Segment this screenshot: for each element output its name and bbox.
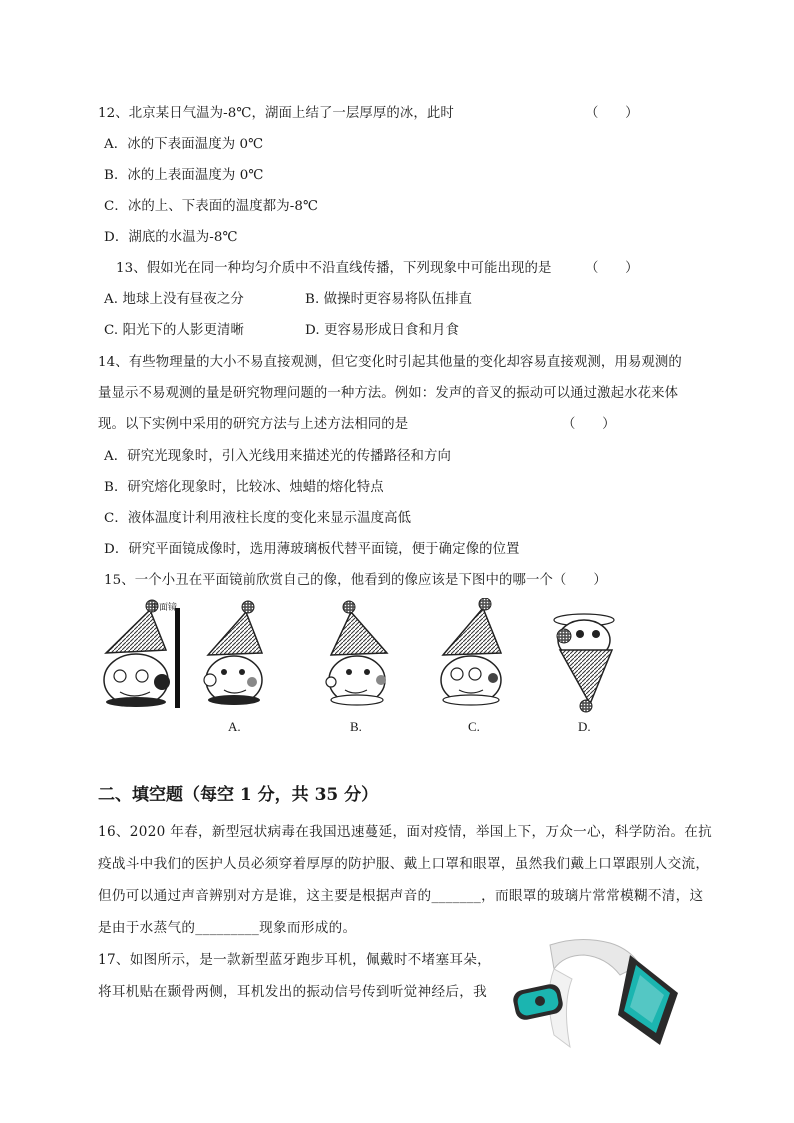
choice-a-label: A.	[228, 719, 241, 734]
original-clown	[104, 600, 170, 707]
q14-answer-paren: （ ）	[562, 417, 616, 432]
mirror-label: 平面镜	[150, 603, 178, 613]
q16-line-3: 但仍可以通过声音辨别对方是谁，这主要是根据声音的_______，而眼罩的玻璃片常常模糊不清，这	[98, 888, 704, 904]
q15-figure	[98, 598, 638, 746]
q14-option-d: D．研究平面镜成像时，选用薄玻璃板代替平面镜，便于确定像的位置	[104, 542, 520, 557]
q16-line-2: 疫战斗中我们的医护人员必须穿着厚厚的防护服、戴上口罩和眼罩，虽然我们戴上口罩跟别人交流，	[98, 856, 710, 872]
choice-c-label: C.	[468, 719, 480, 734]
choice-c-clown	[441, 598, 501, 705]
q17-line-2: 将耳机贴在颞骨两侧，耳机发出的振动信号传到听觉神经后，我	[98, 984, 488, 1000]
bone-conduction-headphone-image	[510, 935, 685, 1055]
q12-option-c: C．冰的上、下表面的温度都为-8℃	[104, 199, 319, 214]
q12-answer-paren: （ ）	[585, 106, 639, 121]
plane-mirror	[175, 608, 180, 708]
q14-option-a: A．研究光现象时，引入光线用来描述光的传播路径和方向	[104, 449, 452, 464]
q14-line-1: 14、有些物理量的大小不易直接观测，但它变化时引起其他量的变化却容易直接观测，用易观测的	[98, 355, 682, 370]
q14-line-3: 现。以下实例中采用的研究方法与上述方法相同的是	[98, 417, 409, 432]
q15-stem: 15、一个小丑在平面镜前欣赏自己的像，他看到的像应该是下图中的哪一个（ ）	[104, 573, 607, 588]
headphone-icon	[510, 935, 685, 1055]
q14-option-c: C．液体温度计利用液柱长度的变化来显示温度高低	[104, 511, 412, 526]
choice-d-clown	[554, 614, 614, 712]
clown-mirror-illustration	[98, 598, 638, 746]
q17-line-1: 17、如图所示，是一款新型蓝牙跑步耳机，佩戴时不堵塞耳朵，	[98, 952, 492, 968]
q12-option-b: B．冰的上表面温度为 0℃	[104, 168, 264, 183]
q14-option-b: B．研究熔化现象时，比较冰、烛蜡的熔化特点	[104, 480, 384, 495]
q12-stem: 12、北京某日气温为-8℃，湖面上结了一层厚厚的冰，此时	[98, 106, 454, 121]
q14-line-2: 量显示不易观测的量是研究物理问题的一种方法。例如：发声的音叉的振动可以通过激起水花来体	[98, 386, 679, 401]
choice-b-label: B.	[350, 719, 362, 734]
q13-option-a: A. 地球上没有昼夜之分	[104, 292, 244, 307]
choice-b-clown	[326, 601, 387, 705]
choice-a-clown	[204, 601, 262, 705]
section-heading: 二、填空题（每空 1 分，共 35 分）	[98, 785, 379, 805]
q12-option-d: D．湖底的水温为-8℃	[104, 230, 238, 245]
choice-d-label: D.	[578, 719, 591, 734]
q12-option-a: A．冰的下表面温度为 0℃	[104, 137, 264, 152]
q13-option-c: C. 阳光下的人影更清晰	[104, 323, 244, 338]
q16-line-4: 是由于水蒸气的_________现象而形成的。	[98, 920, 357, 936]
q16-line-1: 16、2020 年春，新型冠状病毒在我国迅速蔓延，面对疫情，举国上下，万众一心，科学防治。在抗	[98, 824, 713, 840]
q13-answer-paren: （ ）	[585, 261, 639, 276]
q13-option-d: D. 更容易形成日食和月食	[305, 323, 459, 338]
q13-option-b: B. 做操时更容易将队伍排直	[305, 292, 473, 307]
q13-stem: 13、假如光在同一种均匀介质中不沿直线传播，下列现象中可能出现的是	[116, 261, 552, 276]
